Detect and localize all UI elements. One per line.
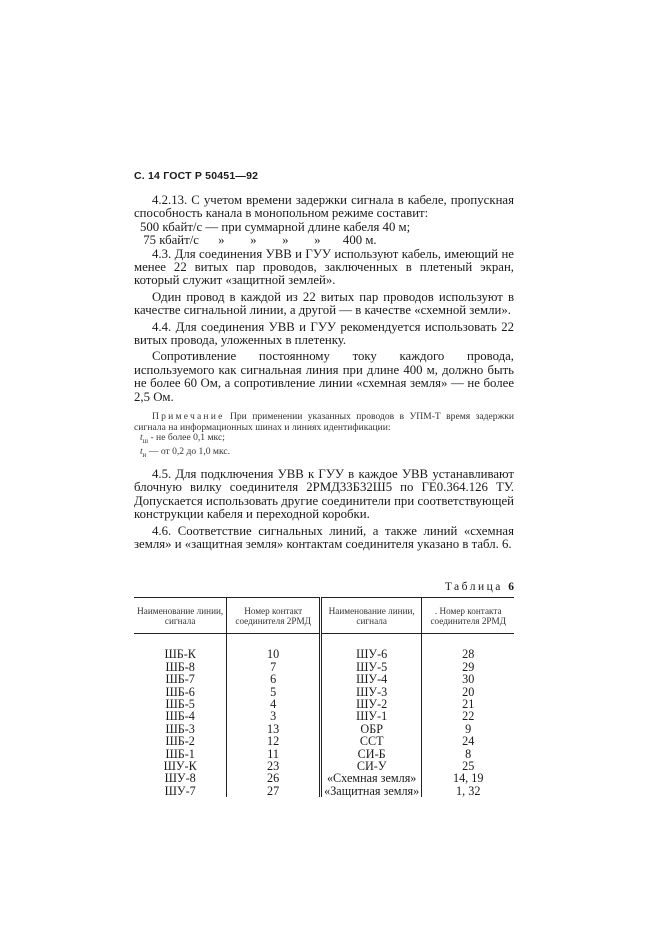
note-block [134,412,514,460]
contact-number-cell: 26 [227,772,321,784]
paragraph-4-3: 4.3. Для соединения УВВ и ГУУ используют кабель, имеющий не менее 22 витых пар проводов, заключенных в плетеный экран, который служит «защитной землей». [134,246,514,288]
contact-number-cell: 6 [227,673,321,685]
signal-name-cell: ШУ-К [163,759,197,773]
signal-name-cell: ШУ-5 [320,661,422,673]
note-text: При применении указанных проводов в УПМ-Т время задержки сигнала на информационных шинах и линиях идентификации: [134,411,515,433]
contact-number-cell: 20 [422,686,514,698]
table-row [134,634,514,661]
signal-name-cell: ШУ-4 [320,673,422,685]
contact-number-cell: 27 [227,785,321,797]
signal-name-cell: «Схемная земля» [320,772,422,784]
contact-number-cell: 5 [227,686,321,698]
signal-name-cell: ШБ-6 [165,684,195,699]
signal-name-cell: ШБ-4 [165,709,195,724]
header-contact-number-2: . Номер контакта соединителя 2РМД [422,598,514,634]
signal-name-cell: ССТ [320,735,422,747]
note-label: Примечание [152,411,225,423]
paragraph-4-2-13: 4.2.13. С учетом времени задержки сигнала в кабеле, пропускная способность канала в монопольном режиме составит: [134,193,514,221]
note-item-1: $t_ш$ - не более 0,1 мкс; [140,432,225,445]
paragraph-4-6: 4.6. Соответствие сигнальных линий, а также линий «схемная земля» и «защитная земля» контактам соединителя указано в табл. 6. [134,523,514,551]
table-row [134,735,514,747]
contact-number-cell: 25 [422,760,514,772]
contact-number-cell: 8 [422,748,514,760]
speed-line-1: 500 кбайт/с — при суммарной длине кабеля 40 м; [140,219,411,234]
contact-number-cell: 4 [227,698,321,710]
signal-name-cell: ШУ-3 [320,686,422,698]
signal-name-cell: ШБ-5 [165,696,195,711]
table-row [134,772,514,784]
contact-number-cell: 14, 19 [422,772,514,784]
signal-name-cell: ШБ-К [164,647,196,662]
signal-name-cell: «Защитная земля» [320,785,422,797]
signal-name-cell: ОБР [320,723,422,735]
contact-number-cell: 7 [227,661,321,673]
contact-number-cell: 28 [422,634,514,661]
signal-name-cell: ШБ-2 [165,734,195,749]
table-row [134,673,514,685]
document-page [134,170,514,797]
header-signal-name-2: Наименование линии, сигнала [320,598,422,634]
contact-number-cell: 21 [422,698,514,710]
header-signal-name-1: Наименование линии, сигнала [134,598,227,634]
table-row [134,710,514,722]
table-header-row [134,598,514,634]
speed-line-2: 75 кбайт/с » » » » 400 м. [140,233,377,248]
signal-name-cell: ШУ-2 [320,698,422,710]
signal-name-cell: ШБ-1 [165,746,195,761]
page-header: С. 14 ГОСТ Р 50451—92 [134,170,259,182]
header-contact-number-1: Номер контакт соединителя 2РМД [227,598,321,634]
contacts-table [134,597,514,797]
table-caption: Таблица 6 [444,581,514,594]
signal-name-cell: ШБ-3 [165,721,195,736]
contact-number-cell: 30 [422,673,514,685]
contact-number-cell: 12 [227,735,321,747]
signal-name-cell: СИ-У [320,760,422,772]
contact-number-cell: 22 [422,710,514,722]
paragraph-4-5: 4.5. Для подключения УВВ к ГУУ в каждое УВВ устанавливают блочную вилку соединителя 2РМД33Б32Ш5 по ГЕ0.364.126 ТУ. Допускается использовать другие соединители при соответствующей конструкции кабеля и переходной коробки. [134,466,514,522]
signal-name-cell: ШБ-7 [165,672,195,687]
note-item-2: $t_и$ — от 0,2 до 1,0 мкс. [140,445,231,459]
contact-number-cell: 29 [422,661,514,673]
contact-number-cell: 23 [227,760,321,772]
contact-number-cell: 13 [227,723,321,735]
paragraph-4-4-b: Сопротивление постоянному току каждого провода, используемого как сигнальная линия при длине 400 м, должно быть не более 60 Ом, а сопротивление линии «схемная земля» — не более 2,5 Ом. [134,349,514,404]
signal-name-cell: СИ-Б [320,748,422,760]
paragraph-4-4: 4.4. Для соединения УВВ и ГУУ рекомендуется использовать 22 витых провода, уложенных в плетенку. [134,319,514,348]
contact-number-cell: 24 [422,735,514,747]
paragraph-4-3-b: Один провод в каждой из 22 витых пар проводов используют в качестве сигнальной линии, а другой — в качестве «схемной земли». [134,289,514,318]
contact-number-cell: 11 [227,748,321,760]
table-row [134,785,514,797]
contact-number-cell: 10 [227,634,321,661]
contact-number-cell: 3 [227,710,321,722]
signal-name-cell: ШУ-1 [320,710,422,722]
contact-number-cell: 1, 32 [422,785,514,797]
signal-name-cell: ШУ-8 [164,771,196,786]
signal-name-cell: ШБ-8 [165,659,195,674]
signal-name-cell: ШУ-7 [164,783,196,798]
signal-name-cell: ШУ-6 [320,634,422,661]
contact-number-cell: 9 [422,723,514,735]
